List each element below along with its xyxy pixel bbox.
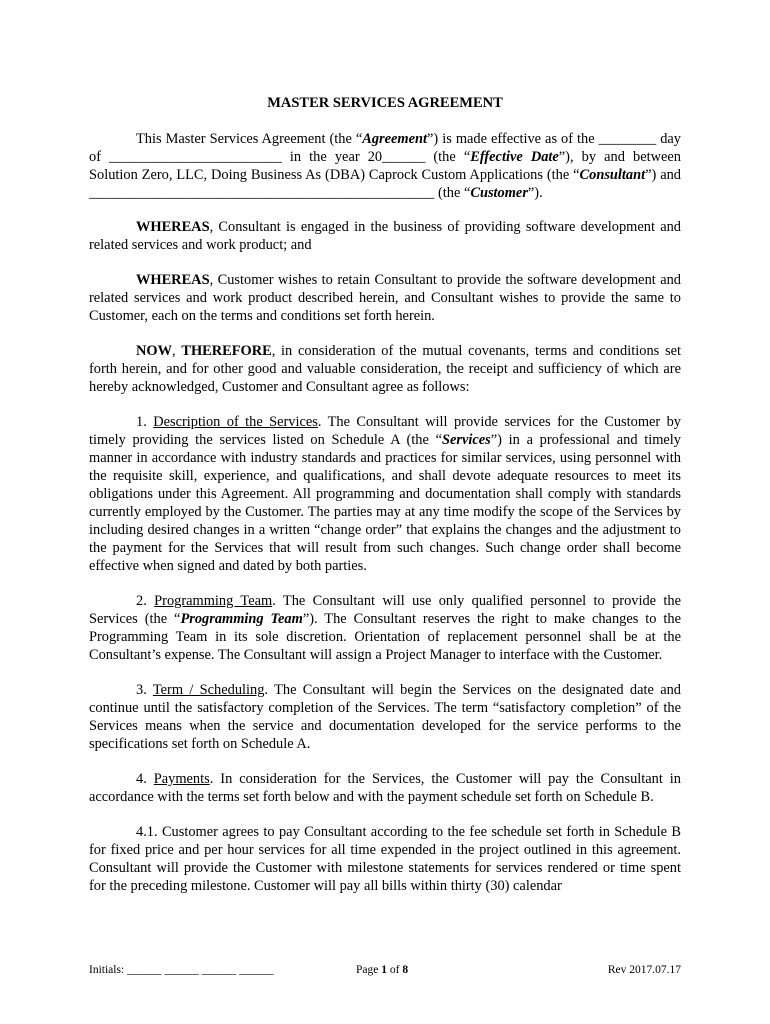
therefore-lead: THEREFORE bbox=[181, 343, 272, 359]
now-therefore-paragraph bbox=[89, 342, 681, 396]
section-2-paragraph bbox=[89, 592, 681, 664]
document-title: MASTER SERVICES AGREEMENT bbox=[267, 95, 503, 111]
defined-term-customer: Customer bbox=[470, 185, 528, 201]
section-number: 2. bbox=[136, 593, 155, 609]
whereas-text: , Consultant is engaged in the business of providing software development and related services and work product; and bbox=[89, 219, 681, 253]
separator: , bbox=[171, 343, 182, 359]
defined-term-agreement: Agreement bbox=[362, 131, 428, 147]
section-text: . The Consultant will use only qualified personnel to provide the Services (the “ bbox=[89, 593, 682, 627]
section-text: . In consideration for the Services, the Customer will pay the Consultant in accordance with the terms set forth below and with the payment schedule set forth on Schedule B. bbox=[89, 771, 681, 805]
section-text: ”) in a professional and timely manner in accordance with industry standards and practices for similar services, using personnel with the requisite skill, experience, and qualifications, and shall devote adequate resources to meet its obligations under this Agreement. All programming and documentation shall comply with standards currently employed by the Customer. The parties may at any time modify the scope of the Services by including desired changes in a written “change order” that explains the changes and the adjustment to the payment for the Services that will result from such changes. Such change order shall become effective when signed and dated by both parties. bbox=[89, 432, 681, 574]
page-number bbox=[356, 962, 408, 978]
section-text: ”). The Consultant reserves the right to make changes to the Programming Team in its sole discretion. Orientation of replacement personnel shall be at the Consultant’s expense. The Consultant will assign a Project Manager to interface with the Customer. bbox=[89, 611, 682, 663]
whereas-lead: WHEREAS bbox=[136, 272, 210, 288]
section-4-1-paragraph bbox=[89, 823, 681, 895]
intro-text: ”) and ________________________________________________ (the “ bbox=[89, 167, 681, 201]
page-of: of bbox=[386, 964, 403, 976]
page-total: 8 bbox=[402, 964, 409, 976]
section-text: . The Consultant will begin the Services on the designated date and continue until the satisfactory completion of the Services. The term “satisfactory completion” of the Services means when the service and documentation developed for the service performs to the specifications set forth on Schedule A. bbox=[89, 682, 681, 752]
defined-term-services: Services bbox=[442, 432, 491, 448]
section-number: 4. bbox=[136, 771, 154, 787]
document-body bbox=[89, 130, 681, 912]
intro-text: ”) is made effective as of the ________ day of ________________________ in the year 20______ (the “ bbox=[89, 131, 681, 165]
page-prefix: Page bbox=[356, 964, 382, 976]
whereas-paragraph-2 bbox=[89, 271, 681, 325]
section-1-heading: Description of the Services bbox=[153, 414, 318, 430]
section-4-paragraph bbox=[89, 770, 681, 806]
section-number: 1. bbox=[136, 414, 154, 430]
whereas-text: , Customer wishes to retain Consultant to provide the software development and related services and work product described herein, and Consultant wishes to provide the same to Customer, each on the terms and conditions set forth herein. bbox=[89, 272, 681, 324]
whereas-paragraph-1 bbox=[89, 218, 681, 254]
revision-label: Rev 2017.07.17 bbox=[607, 964, 681, 976]
defined-term-effective-date: Effective Date bbox=[470, 149, 559, 165]
section-number: 3. bbox=[136, 682, 153, 698]
section-text: . The Consultant will provide services for the Customer by timely providing the services listed on Schedule A (the “ bbox=[89, 414, 681, 448]
whereas-lead: WHEREAS bbox=[136, 219, 210, 235]
section-4-heading: Payments bbox=[153, 771, 210, 787]
defined-term-consultant: Consultant bbox=[579, 167, 646, 183]
section-3-heading: Term / Scheduling bbox=[152, 682, 265, 698]
page-current: 1 bbox=[381, 964, 387, 976]
section-text: 4.1. Customer agrees to pay Consultant according to the fee schedule set forth in Schedule B for fixed price and per hour services for all time expended in the project outlined in this agreement. Consultant will provide the Customer with milestone statements for services rendered or time spent for the preceding milestone. Customer will pay all bills within thirty (30) calendar bbox=[89, 824, 681, 894]
intro-text: This Master Services Agreement (the “ bbox=[136, 131, 363, 147]
intro-paragraph bbox=[89, 130, 681, 202]
section-3-paragraph bbox=[89, 681, 681, 753]
defined-term-programming-team: Programming Team bbox=[180, 611, 303, 627]
page-footer bbox=[89, 962, 681, 978]
intro-text: ”), by and between Solution Zero, LLC, Doing Business As (DBA) Caprock Custom Applications (the “ bbox=[89, 149, 681, 183]
now-lead: NOW bbox=[136, 343, 172, 359]
section-2-heading: Programming Team bbox=[154, 593, 273, 609]
now-therefore-text: , in consideration of the mutual covenants, terms and conditions set forth herein, and for other good and valuable consideration, the receipt and sufficiency of which are hereby acknowledged, Customer and Consultant agree as follows: bbox=[89, 343, 681, 395]
initials-line: Initials: ______ ______ ______ ______ bbox=[89, 964, 274, 976]
intro-text: ”). bbox=[527, 185, 543, 201]
section-1-paragraph bbox=[89, 413, 681, 575]
